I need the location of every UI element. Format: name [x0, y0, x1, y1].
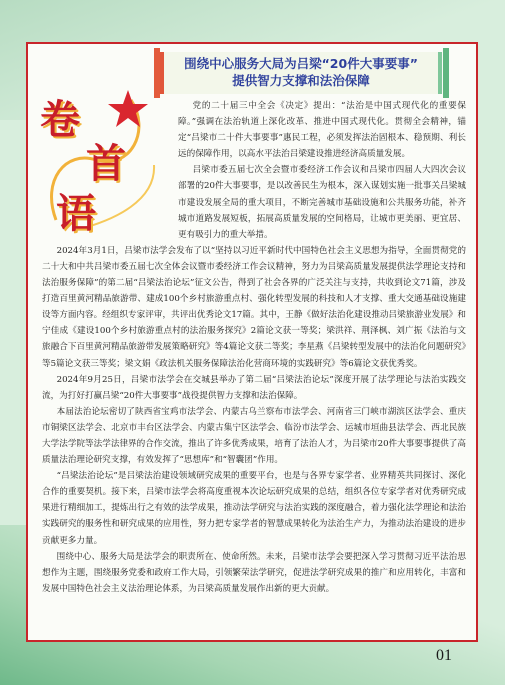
emblem-char-3: 语 — [56, 190, 96, 237]
emblem-char-2: 首 — [86, 140, 126, 187]
paragraph-3: 2024年3月1日，吕梁市法学会发布了以“坚持以习近平新时代中国特色社会主义思想为指导，全面贯彻党的二十大和中共吕梁市委五届七次全体会议暨市委经济工作会议精神，努力为吕梁高质量发展提供法学理论支持和法治服务保障”的第二届“吕梁法治论坛”征文公告，得到了社会各界的广泛关注与支持，共收到论文71篇，涉及打造百里黄河精品旅游带、建成100个乡村旅游重点村、强化转型发展的科技和人才支撑、重大交通基础设施建设等方面内容。经组织专家评审，共评出优秀论文17篇。其中，王静《做好法治化建设推动吕梁旅游业发展》和宁佳成《建设100个乡村旅游重点村的法治服务探究》2篇论文获一等奖；梁洪祥、荆泽枫、刘广振《法治与文旅融合下百里黄河精品旅游带发展策略研究》等4篇论文获二等奖；李星燕《吕梁转型发展中的法治化问题研究》等5篇论文获三等奖；梁文娟《政法机关服务保障法治化营商环境的实践研究》等6篇论文获优秀奖。 — [42, 245, 466, 369]
paragraph-5: 本届法治论坛密切了陕西省宝鸡市法学会、内蒙古乌兰察布市法学会、河南省三门峡市湖滨区法学会、重庆市铜梁区法学会、北京市丰台区法学会、内蒙古集宁区法学会、临汾市法学会、运城市垣曲县法学会、西北民族大学法学院等法学法律界的合作交流，推出了许多优秀成果，培育了法治人才，为吕梁市20件大事要事提供了高质量法治理论研究支撑，有效发挥了“思想库”和“智囊团”作用。 — [42, 406, 466, 466]
paragraph-2: 吕梁市委五届七次全会暨市委经济工作会议和吕梁市四届人大四次会议部署的20件大事要事，是以改善民生为根本，深入谋划实施一批事关吕梁城市建设发展全局的重大项目，不断完善城市基础设施和公共服务功能，补齐城市道路发展短板，拓展高质量发展的空间格局，让城市更美丽、更宜居、更有吸引力的重大举措。 — [178, 165, 466, 240]
title-line-1: 围绕中心服务大局为吕梁“20件大事要事” — [184, 56, 418, 71]
paragraph-6: “吕梁法治论坛”是吕梁法治建设领域研究成果的重要平台，也是与各界专家学者、业界精英共同探讨、深化合作的重要契机。接下来，吕梁市法学会将高度重视本次论坛研究成果的总结，组织各位专家学者对优秀研究成果进行精细加工，提炼出行之有效的法学成果，推动法学研究与法治实践的深度融合，着力强化法学理论和法治实践研究的服务性和研究成果的应用性，努力把专家学者的智慧成果转化为法治生产力，为推动法治建设的进步贡献更多力量。 — [42, 471, 466, 546]
title-accent-right — [443, 48, 449, 98]
paragraph-4: 2024年9月25日，吕梁市法学会在交城县举办了第二届“吕梁法治论坛”深度开展了法学理论与法治实践交流，为打好打赢吕梁“20件大事要事”战役提供智力支撑和法治保障。 — [42, 374, 466, 401]
paragraph-1: 党的二十届三中全会《决定》提出：“法治是中国式现代化的重要保障。”强调在法治轨道上深化改革、推进中国式现代化。贯彻全会精神，锚定“吕梁市二十件大事要事”惠民工程，必须发挥法治固根本、稳预期、利长远的保障作用，以高水平法治吕梁建设推进经济高质量发展。 — [178, 101, 466, 160]
title-line-2: 提供智力支撑和法治保障 — [232, 73, 370, 88]
article-body — [42, 98, 466, 597]
emblem-char-1: 卷 — [40, 96, 80, 143]
page-number: 01 — [436, 647, 452, 664]
paragraph-7: 围绕中心、服务大局是法学会的职责所在、使命所然。未来，吕梁市法学会要把深入学习贯彻习近平法治思想作为主题，围绕服务党委和政府工作大局，引领繁荣法学研究，促进法学研究成果的推广和应用转化，丰富和发展中国特色社会主义法治理论体系，为吕梁高质量发展作出新的更大贡献。 — [42, 551, 466, 594]
article-title — [160, 52, 442, 94]
